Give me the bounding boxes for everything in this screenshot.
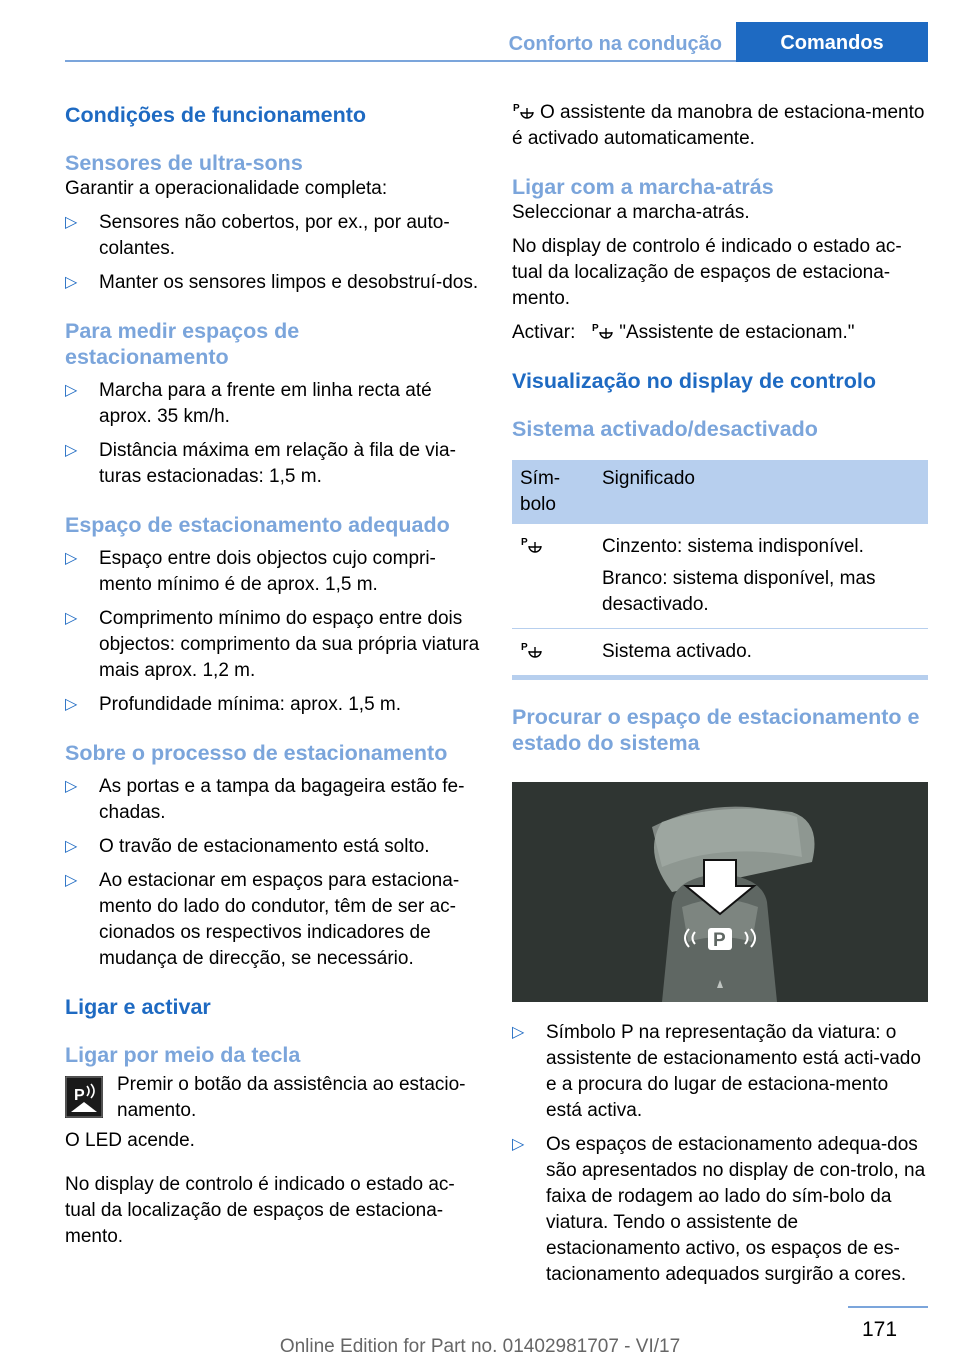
park-assist-icon [591,320,613,342]
triangle-bullet-icon: ▷ [65,610,78,627]
triangle-bullet-icon: ▷ [65,696,78,713]
heading-sensors: Sensores de ultra-sons [65,151,303,175]
triangle-bullet-icon: ▷ [65,838,78,855]
svg-text:P: P [592,323,599,334]
svg-text:P: P [513,103,520,114]
reverse-text: Seleccionar a marcha-atrás. [512,202,750,223]
triangle-bullet-icon: ▷ [65,274,78,291]
heading-process: Sobre o processo de estacionamento [65,741,448,765]
park-assist-icon [512,100,534,122]
heading-reverse: Ligar com a marcha-atrás [512,175,774,199]
page-number: 171 [862,1318,898,1341]
button-text: Premir o botão da assistência ao estacio‐namento. [117,1074,466,1121]
reverse-display-text: No display de controlo é indicado o estado ac‐tual da localização de espaços de estaciona‐mento. [512,236,902,309]
list-item: ▷ As portas e a tampa da bagageira estão fe‐chadas. [65,776,465,823]
park-assist-button-icon [65,1076,103,1118]
svg-text:P: P [521,642,528,653]
left-column [65,100,480,1250]
svg-text:P: P [521,537,528,548]
list-item: ▷ O travão de estacionamento está solto. [65,834,480,860]
search-list [512,1020,928,1288]
page-number-rule [848,1306,928,1308]
triangle-bullet-icon: ▷ [65,442,78,459]
list-item: ▷ Sensores não cobertos, por ex., por auto‐colantes. [65,212,450,259]
triangle-bullet-icon: ▷ [512,1136,525,1153]
auto-activation-text: P O assistente da manobra de estaciona‐mento é activado automaticamente. [512,102,925,149]
process-list [65,774,480,972]
symbol-table [512,460,928,680]
heading-func: Condições de funcionamento [65,103,367,127]
led-text: O LED acende. [65,1130,195,1151]
list-item: ▷ Marcha para a frente em linha recta até aprox. 35 km/h. [65,380,432,427]
list-item: ▷ Os espaços de estacionamento adequa‐dos são apresentados no display de con‐trolo, na faixa de rodagem ao lado do sím‐bolo da viatura. Tendo o assistente de estacionamento activo, os espaços de es‐tacionamento adequados surgirão a cores. [512,1134,926,1285]
table-row: P Sistema activado. [512,629,928,678]
triangle-bullet-icon: ▷ [65,778,78,795]
button-instruction [65,1072,480,1124]
heading-button: Ligar por meio da tecla [65,1043,301,1067]
chapter-tab: Comandos [736,22,928,62]
list-item: ▷ Distância máxima em relação à fila de via‐turas estacionadas: 1,5 m. [65,440,456,487]
space-list [65,546,480,718]
park-assist-active-icon [520,639,542,661]
heading-visual: Visualização no display de controlo [512,369,876,393]
triangle-bullet-icon: ▷ [65,214,78,231]
list-item: ▷ Manter os sensores limpos e desobstruí‐dos. [65,270,480,296]
heading-space: Espaço de estacionamento adequado [65,513,450,537]
activate-row: Activar: P "Assistente de estacionam." [512,322,855,343]
park-assist-grey-icon [520,534,542,556]
footer-text: Online Edition for Part no. 01402981707 - VI/17 [279,1336,681,1357]
section-title: Conforto na condução [508,33,722,55]
sensors-intro: Garantir a operacionalidade completa: [65,178,388,199]
list-item: ▷ Espaço entre dois objectos cujo compri‐mento mínimo é de aprox. 1,5 m. [65,548,436,595]
list-item: ▷ Profundidade mínima: aprox. 1,5 m. [65,692,480,718]
control-display-image [512,782,928,1002]
heading-switch: Ligar e activar [65,995,211,1019]
measure-list [65,378,480,490]
right-column [512,100,928,1288]
heading-system: Sistema activado/desactivado [512,417,818,441]
page-header [65,22,928,62]
list-item: ▷ Ao estacionar em espaços para estaciona‐mento do lado do condutor, têm de ser ac‐cionados os respectivos indicadores de mudança de direcção, se necessário. [65,870,460,969]
triangle-bullet-icon: ▷ [512,1024,525,1041]
svg-text:P: P [713,930,726,951]
list-item: ▷ Símbolo P na representação da viatura: o assistente de estacionamento está acti‐vado e a procura do lugar de estaciona‐mento está activa. [512,1022,921,1121]
svg-text:P: P [74,1087,85,1104]
display-text: No display de controlo é indicado o estado ac‐tual da localização de espaços de estaciona‐mento. [65,1174,455,1247]
table-header-symbol: Sím‐bolo [512,460,594,524]
triangle-bullet-icon: ▷ [65,872,78,889]
triangle-bullet-icon: ▷ [65,382,78,399]
table-header-meaning: Significado [594,460,928,524]
heading-measure: Para medir espaços de estacionamento [65,319,300,369]
sensors-list [65,210,480,296]
triangle-bullet-icon: ▷ [65,550,78,567]
table-row: P Cinzento: sistema indisponível. Branco: sistema disponível, mas desactivado. [512,524,928,629]
list-item: ▷ Comprimento mínimo do espaço entre dois objectos: comprimento da sua própria viatura mais aprox. 1,2 m. [65,608,480,681]
heading-search: Procurar o espaço de estacionamento e estado do sistema [512,705,920,755]
